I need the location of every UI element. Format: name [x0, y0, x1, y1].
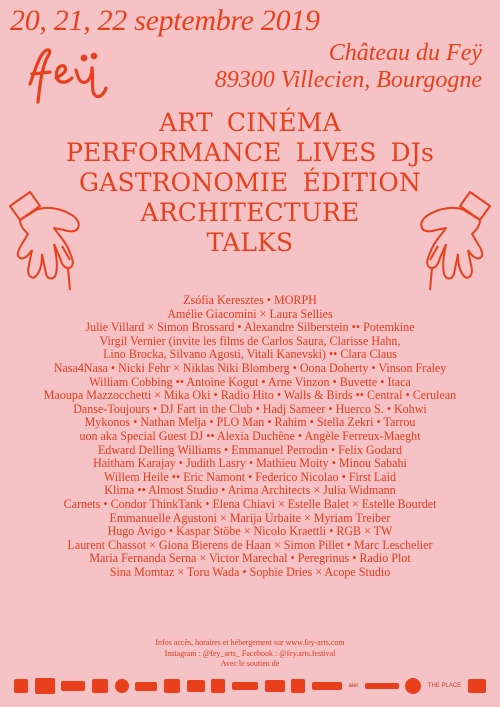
category-label: ART — [159, 108, 213, 137]
sponsor-logo — [61, 681, 85, 691]
sponsor-logo — [291, 679, 305, 693]
sponsor-logo — [164, 679, 180, 693]
sponsor-logo — [115, 679, 129, 693]
pointing-hand-icon — [6, 184, 116, 294]
artist-line: Edward Delling Williams • Emmanuel Perrodin • Felix Godard — [97, 442, 403, 457]
artist-line: William Cobbing •• Antoine Kogut • Arne Vinzon • Buvette • Itaca — [89, 374, 411, 389]
venue-name: Château du Feÿ — [328, 40, 482, 66]
category-label: CINÉMA — [226, 108, 341, 137]
artist-line: Haitham Karajay • Judith Lasry • Mathieu Moity • Minou Sabahi — [93, 456, 407, 471]
sponsor-logo — [211, 679, 225, 693]
artist-line: Klima •• Almost Studio • Arima Architects × Julia Widmann — [104, 483, 396, 498]
sponsor-logos — [14, 673, 486, 699]
category-label: GASTRONOMIE — [79, 168, 289, 197]
category-label: TALKS — [206, 228, 294, 257]
info-website: Infos accès, horaires et hébergement sur www.fey-arts.com — [155, 638, 345, 647]
category-label: ÉDITION — [302, 168, 421, 197]
pointing-hand-icon — [384, 184, 494, 294]
artist-lineup — [4, 294, 496, 579]
artist-line: Lino Brocka, Silvano Agosti, Vitali Kanevski) •• Clara Claus — [103, 347, 397, 362]
category-label: LIVES — [295, 138, 377, 167]
sponsor-logo — [365, 683, 399, 689]
venue-city: 89300 Villecien, Bourgogne — [214, 67, 482, 93]
sponsor-logo — [405, 678, 421, 694]
category-label: PERFORMANCE — [65, 138, 282, 167]
artist-line: Virgil Vernier (invite les films de Carlos Saura, Clarisse Hahn, — [99, 333, 401, 348]
sponsor-logo — [92, 679, 108, 693]
category-row — [0, 108, 500, 138]
artist-line: Willem Heile •• Eric Namont • Federico Nicolao • First Laid — [104, 469, 396, 484]
sponsor-logo — [14, 679, 28, 693]
artist-line: Hugo Avigo • Kaspar Stöbe × Nicolo Kraettli • RGB × TW — [107, 524, 393, 539]
artist-line: Mykonos • Nathan Melja • PLO Man • Rahim • Stella Zekri • Tarrou — [84, 415, 416, 430]
festival-dates: 20, 21, 22 septembre 2019 — [10, 4, 320, 37]
practical-info — [0, 638, 500, 670]
artist-line: Sina Momtaz × Toru Wada • Sophie Dries × Acope Studio — [109, 564, 391, 579]
artist-line: uon aka Special Guest DJ •• Alexia Duchêne • Angèle Ferreux-Maeght — [79, 428, 421, 443]
artist-line: Emmanuelle Agustoni × Marija Urbaite × Myriam Treiber — [109, 510, 391, 525]
sponsor-logo — [135, 682, 157, 691]
sponsor-logo — [187, 680, 205, 692]
sponsor-logo — [35, 678, 55, 694]
sponsor-logo — [468, 679, 486, 693]
sponsor-logo — [232, 682, 258, 690]
venue-address — [215, 40, 482, 94]
artist-line: Zsófia Keresztes • MORPH — [183, 293, 317, 307]
category-row — [0, 138, 500, 168]
artist-line: Laurent Chassot × Giona Bierens de Haan × Simon Pillet • Marc Leschelier — [67, 537, 433, 552]
artist-line: Nasa4Nasa • Nicki Fehr × Niklas Niki Blomberg • Oona Doherty • Vinson Fraley — [53, 360, 447, 375]
artist-line: Danse-Toujours • DJ Fart in the Club • Hadj Sameer • Huerco S. • Kohwi — [73, 401, 427, 416]
artist-line: Amélie Giacomini × Laura Sellies — [167, 306, 333, 321]
artist-line: Maria Fernanda Serna × Victor Marechal • Peregrinus • Radio Plot — [89, 551, 411, 566]
info-social: Instagram : @fey_arts_ Facebook : @fey.arts.festival — [164, 648, 336, 658]
sponsor-logo: THE PLACE — [427, 683, 462, 689]
sponsor-logo — [312, 682, 342, 690]
category-label: ARCHITECTURE — [140, 198, 360, 227]
sponsor-logo: aiel — [348, 683, 358, 689]
sponsor-logo — [265, 680, 285, 692]
artist-line: Carnets • Condor ThinkTank • Elena Chiavi × Estelle Balet × Estelle Bourdet — [63, 496, 437, 511]
artist-line: Maoupa Mazzocchetti × Mika Oki • Radio Hito • Walls & Birds •• Central • Cerulean — [43, 388, 457, 403]
category-label: DJs — [390, 138, 435, 167]
fey-logo — [24, 44, 110, 106]
artist-line: Julie Villard × Simon Brossard • Alexandre Silberstein •• Potemkine — [85, 320, 415, 335]
info-support: Avec le soutien de — [220, 659, 280, 668]
